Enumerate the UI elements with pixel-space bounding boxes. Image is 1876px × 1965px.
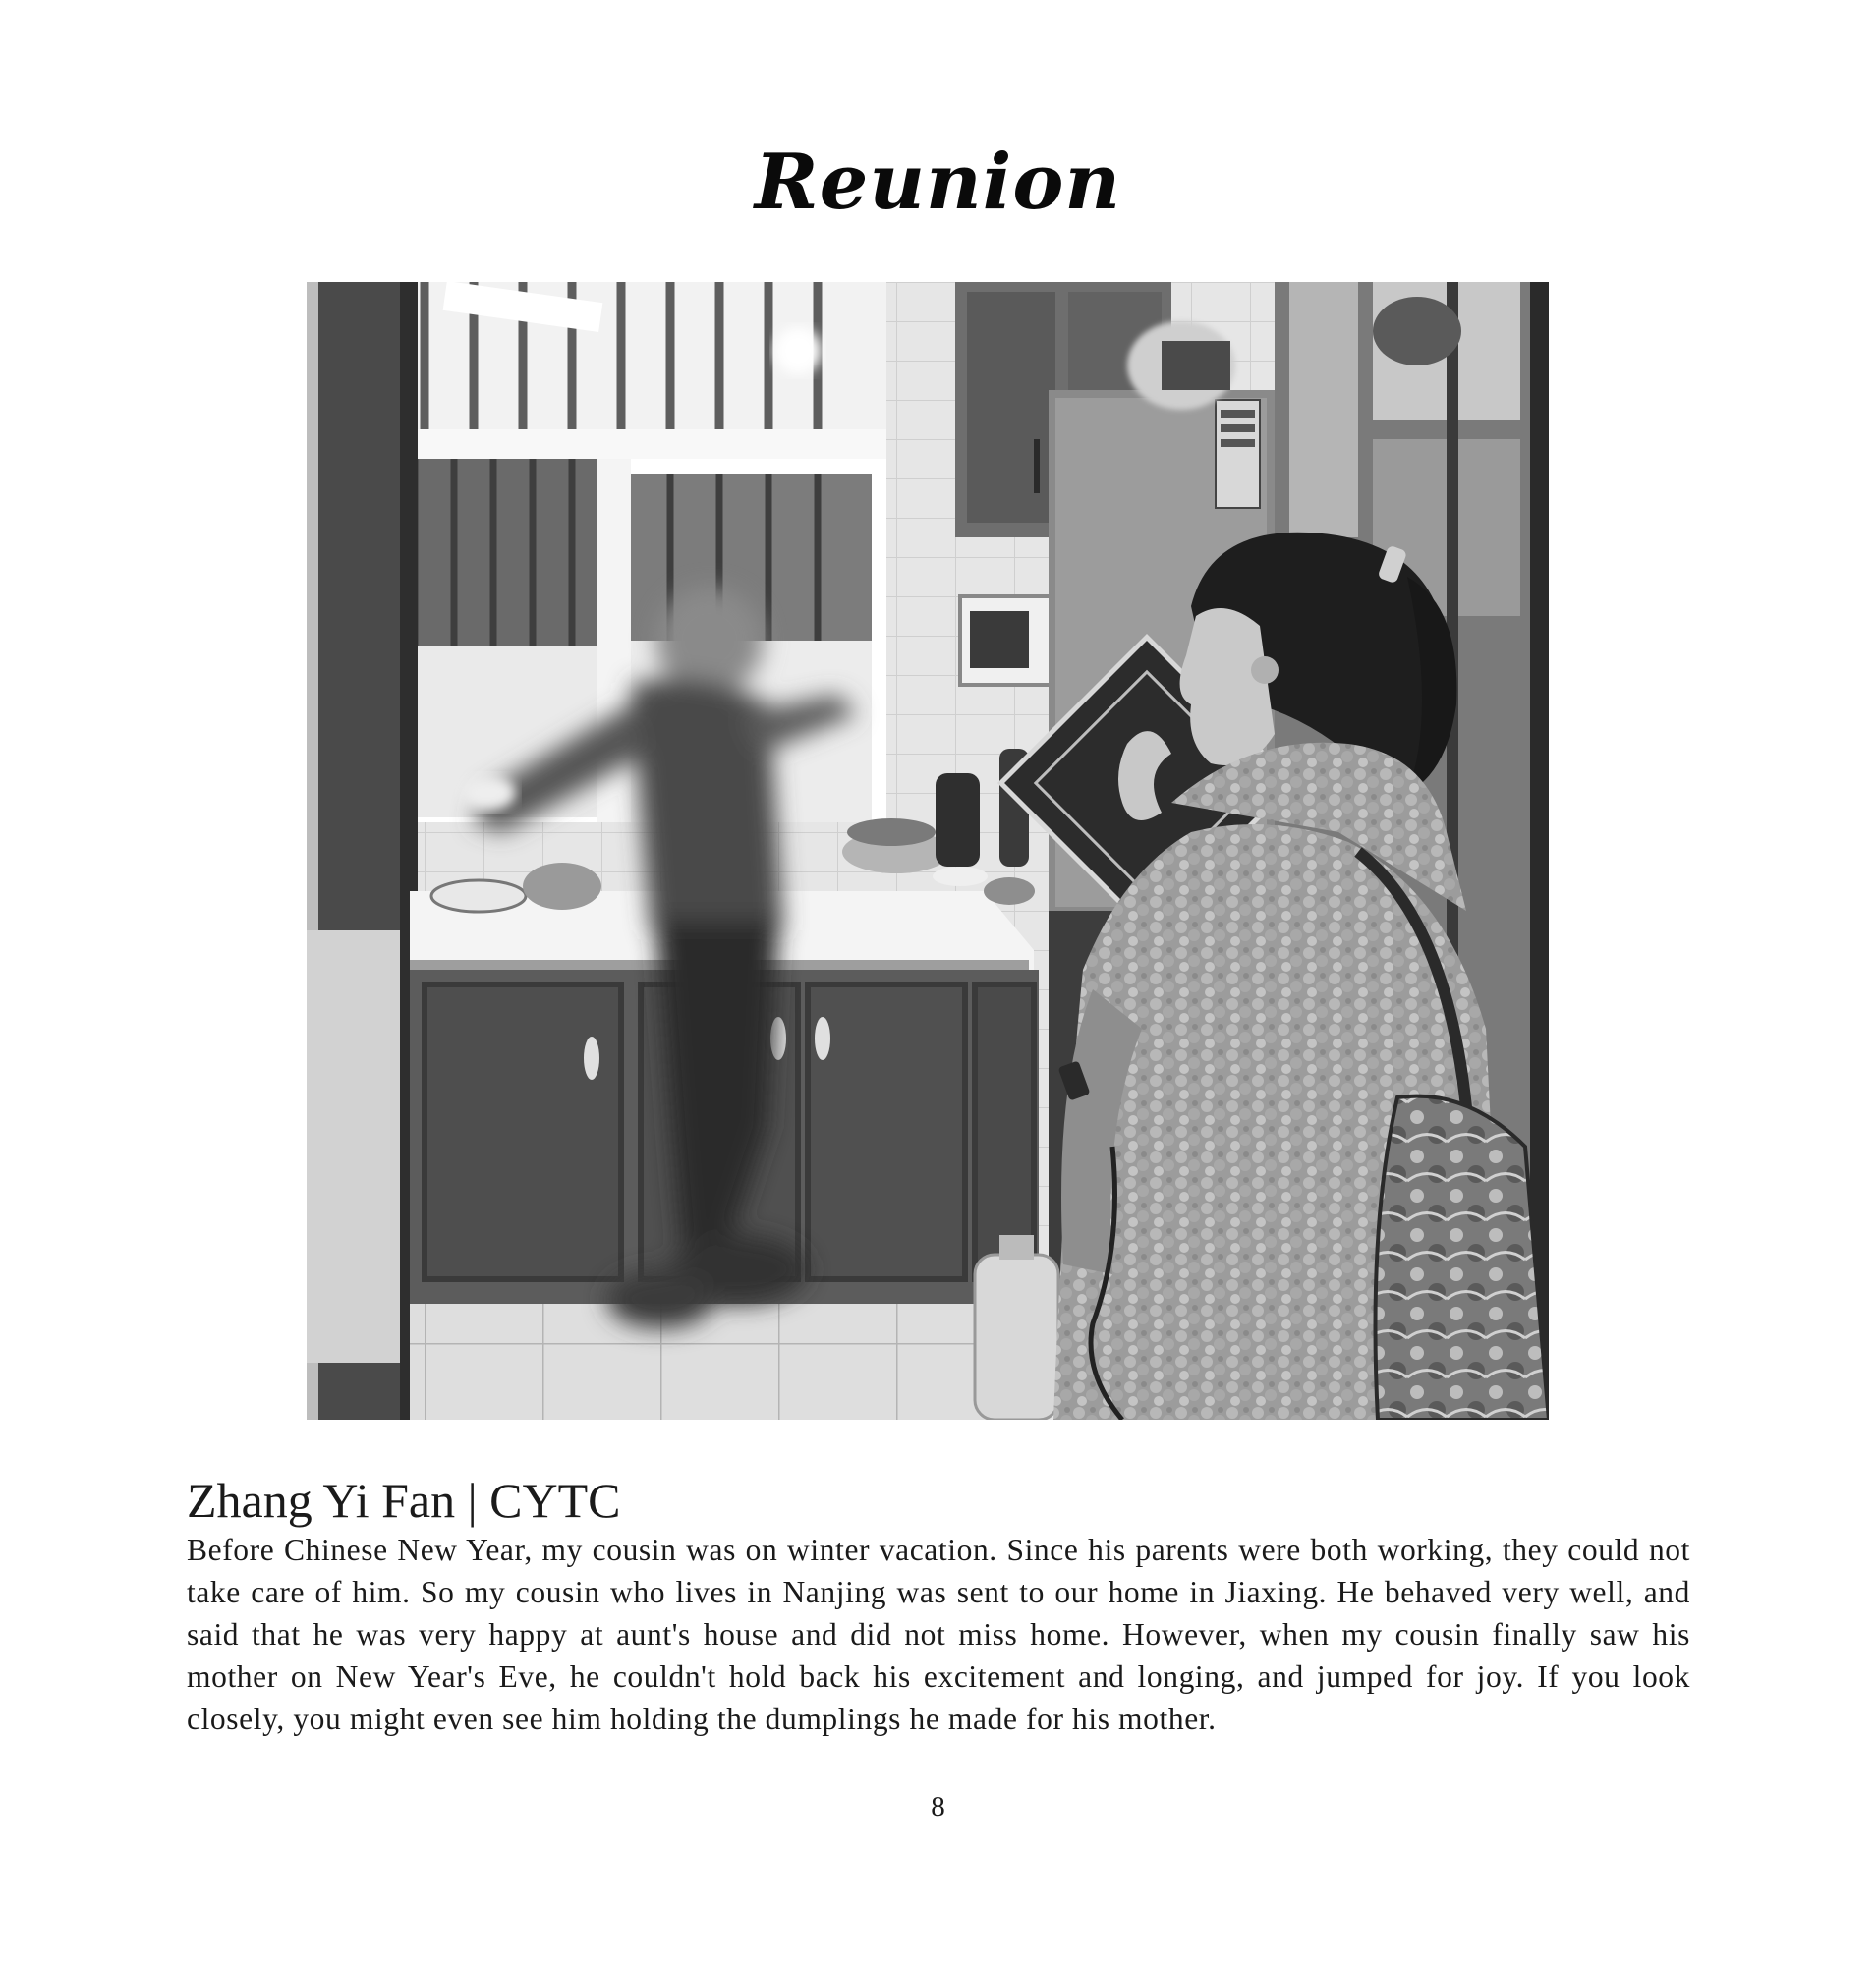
photo <box>307 282 1549 1420</box>
author-line: Zhang Yi Fan | CYTC <box>187 1473 621 1528</box>
article-paragraph: Before Chinese New Year, my cousin was on winter vacation. Since his parents were both working, they could not take care of him. So my cousin who lives in Nanjing was sent to our home in Jiaxing. He behaved very well, and said that he was very happy at aunt's house and did not miss home. However, when my cousin finally saw his mother on New Year's Eve, he couldn't hold back his excitement and longing, and jumped for joy. If you look closely, you might even see him holding the dumplings he made for his mother. <box>187 1533 1690 1736</box>
page-number: 8 <box>931 1791 945 1823</box>
page-title: Reunion <box>754 138 1122 227</box>
